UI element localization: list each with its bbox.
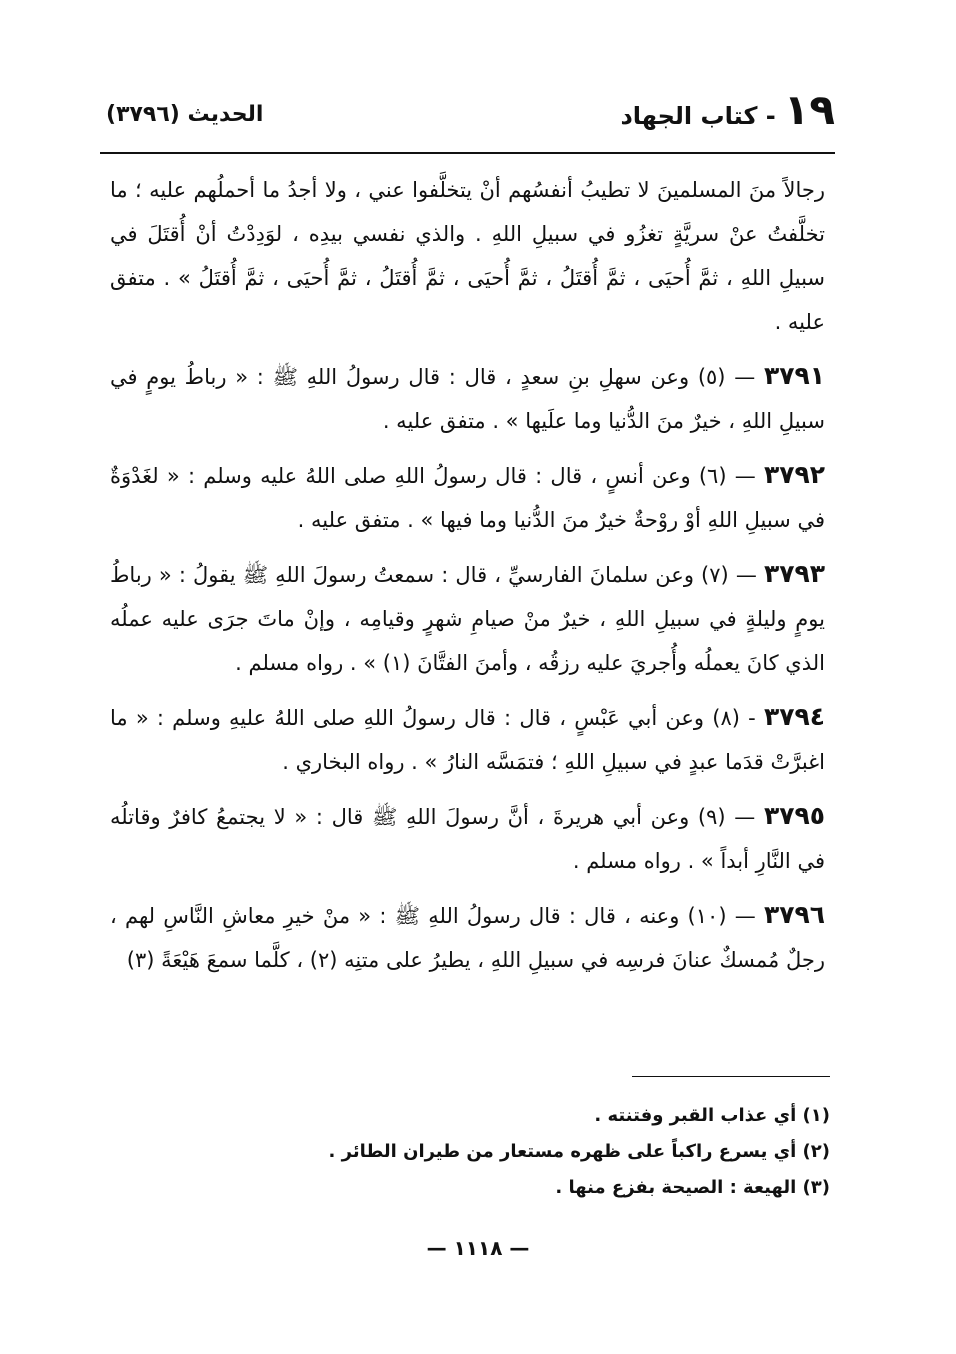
hadith-number: ٣٧٩٤	[763, 702, 825, 731]
hadith-paragraph-text: — (٧) وعن سلمانَ الفارسيِّ ، قال : سمعتُ رسولَ اللهِ ﷺ يقولُ : « رباطُ يومٍ وليلةٍ في سبيلِ اللهِ ، خيرٌ منْ صيامِ شهرٍ وقيامِه ، وإنْ ماتَ جرَى عليه عملُه الذي كانَ يعملُه وأُجريَ عليه رزقُه ، وأمنَ الفتَّانَ (١) » . رواه مسلم .	[110, 563, 825, 675]
page-header	[100, 86, 835, 146]
footnotes	[300, 1098, 830, 1206]
footnote: (١) أي عذاب القبر وفتنته .	[594, 1105, 830, 1126]
hadith-paragraph	[110, 794, 825, 883]
hadith-paragraph	[110, 695, 825, 784]
hadith-paragraph	[110, 168, 825, 344]
hadith-paragraph-text: رجالاً منَ المسلمينَ لا تطيبُ أنفسُهم أنْ يتخلَّفوا عني ، ولا أجدُ ما أحملُهم عليه ؛ ما تخلَّفتُ عنْ سريَّةٍ تغزُو في سبيلِ اللهِ . والذي نفسي بيدِه ، لوَدِدْتُ أنْ أُقتَلَ في سبيلِ اللهِ ، ثمَّ أُحيَى ، ثمَّ أُقتَلُ ، ثمَّ أُحيَى ، ثمَّ أُقتَلُ ، ثمَّ أُحيَى ، ثمَّ أُقتَلُ » . متفق عليه .	[110, 178, 825, 334]
hadith-paragraph-text: — (٦) وعن أنسٍ ، قال : قال رسولُ اللهِ صلى اللهُ عليه وسلم : « لغَدْوَةٌ في سبيلِ اللهِ أوْ روْحةٌ خيرٌ منَ الدُّنيا وما فيها » . متفق عليه .	[110, 464, 825, 532]
page-number: — ١١١٨ —	[426, 1236, 530, 1260]
hadith-number: ٣٧٩٥	[763, 801, 825, 830]
hadith-number: ٣٧٩٢	[763, 460, 825, 489]
hadith-paragraph	[110, 453, 825, 542]
hadith-paragraph	[110, 893, 825, 982]
hadith-text	[110, 168, 825, 992]
hadith-paragraph-text: — (١٠) وعنه ، قال : قال رسولُ اللهِ ﷺ : « منْ خيرِ معاشِ النَّاسِ لهم ، رجلٌ مُمسكٌ عنانَ فرسِه في سبيلِ اللهِ ، يطيرُ على متنِه (٢) ، كلَّما سمعَ هَيْعَةً (٣)	[110, 904, 825, 972]
hadith-paragraph	[110, 354, 825, 443]
footnote-divider	[632, 1076, 830, 1077]
hadith-number: ٣٧٩٣	[763, 559, 825, 588]
hadith-number: ٣٧٩١	[763, 361, 825, 390]
footnote: (٢) أي يسرع راكباً على ظهره مستعار من طيران الطائر .	[328, 1141, 830, 1162]
hadith-range: الحديث (٣٧٩٦)	[106, 102, 264, 127]
hadith-paragraph-text: - (٨) وعن أبي عَبْسٍ ، قال : قال رسولُ اللهِ صلى اللهُ عليهِ وسلم : « ما اغبرَّتْ قدَما عبدٍ في سبيلِ اللهِ ؛ فتمَسَّه النارُ » . رواه البخاري .	[110, 706, 825, 774]
hadith-paragraph-text: — (٥) وعن سهلِ بنِ سعدٍ ، قال : قال رسولُ اللهِ ﷺ : « رباطُ يومٍ في سبيلِ اللهِ ، خيرٌ منَ الدُّنيا وما علَيها » . متفق عليه .	[110, 365, 825, 433]
chapter-title: - كتاب الجهاد	[620, 102, 776, 130]
chapter-number: ١٩	[783, 85, 835, 134]
header-divider	[100, 152, 835, 154]
hadith-number: ٣٧٩٦	[763, 900, 825, 929]
hadith-paragraph	[110, 552, 825, 685]
hadith-paragraph-text: — (٩) وعن أبي هريرةَ ، أنَّ رسولَ اللهِ ﷺ قال : « لا يجتمعُ كافرٌ وقاتلُه في النَّارِ أبداً » . رواه مسلم .	[110, 805, 825, 873]
chapter-heading	[620, 86, 835, 134]
footnote: (٣) الهيعة : الصيحة بفزع منها .	[555, 1177, 830, 1198]
